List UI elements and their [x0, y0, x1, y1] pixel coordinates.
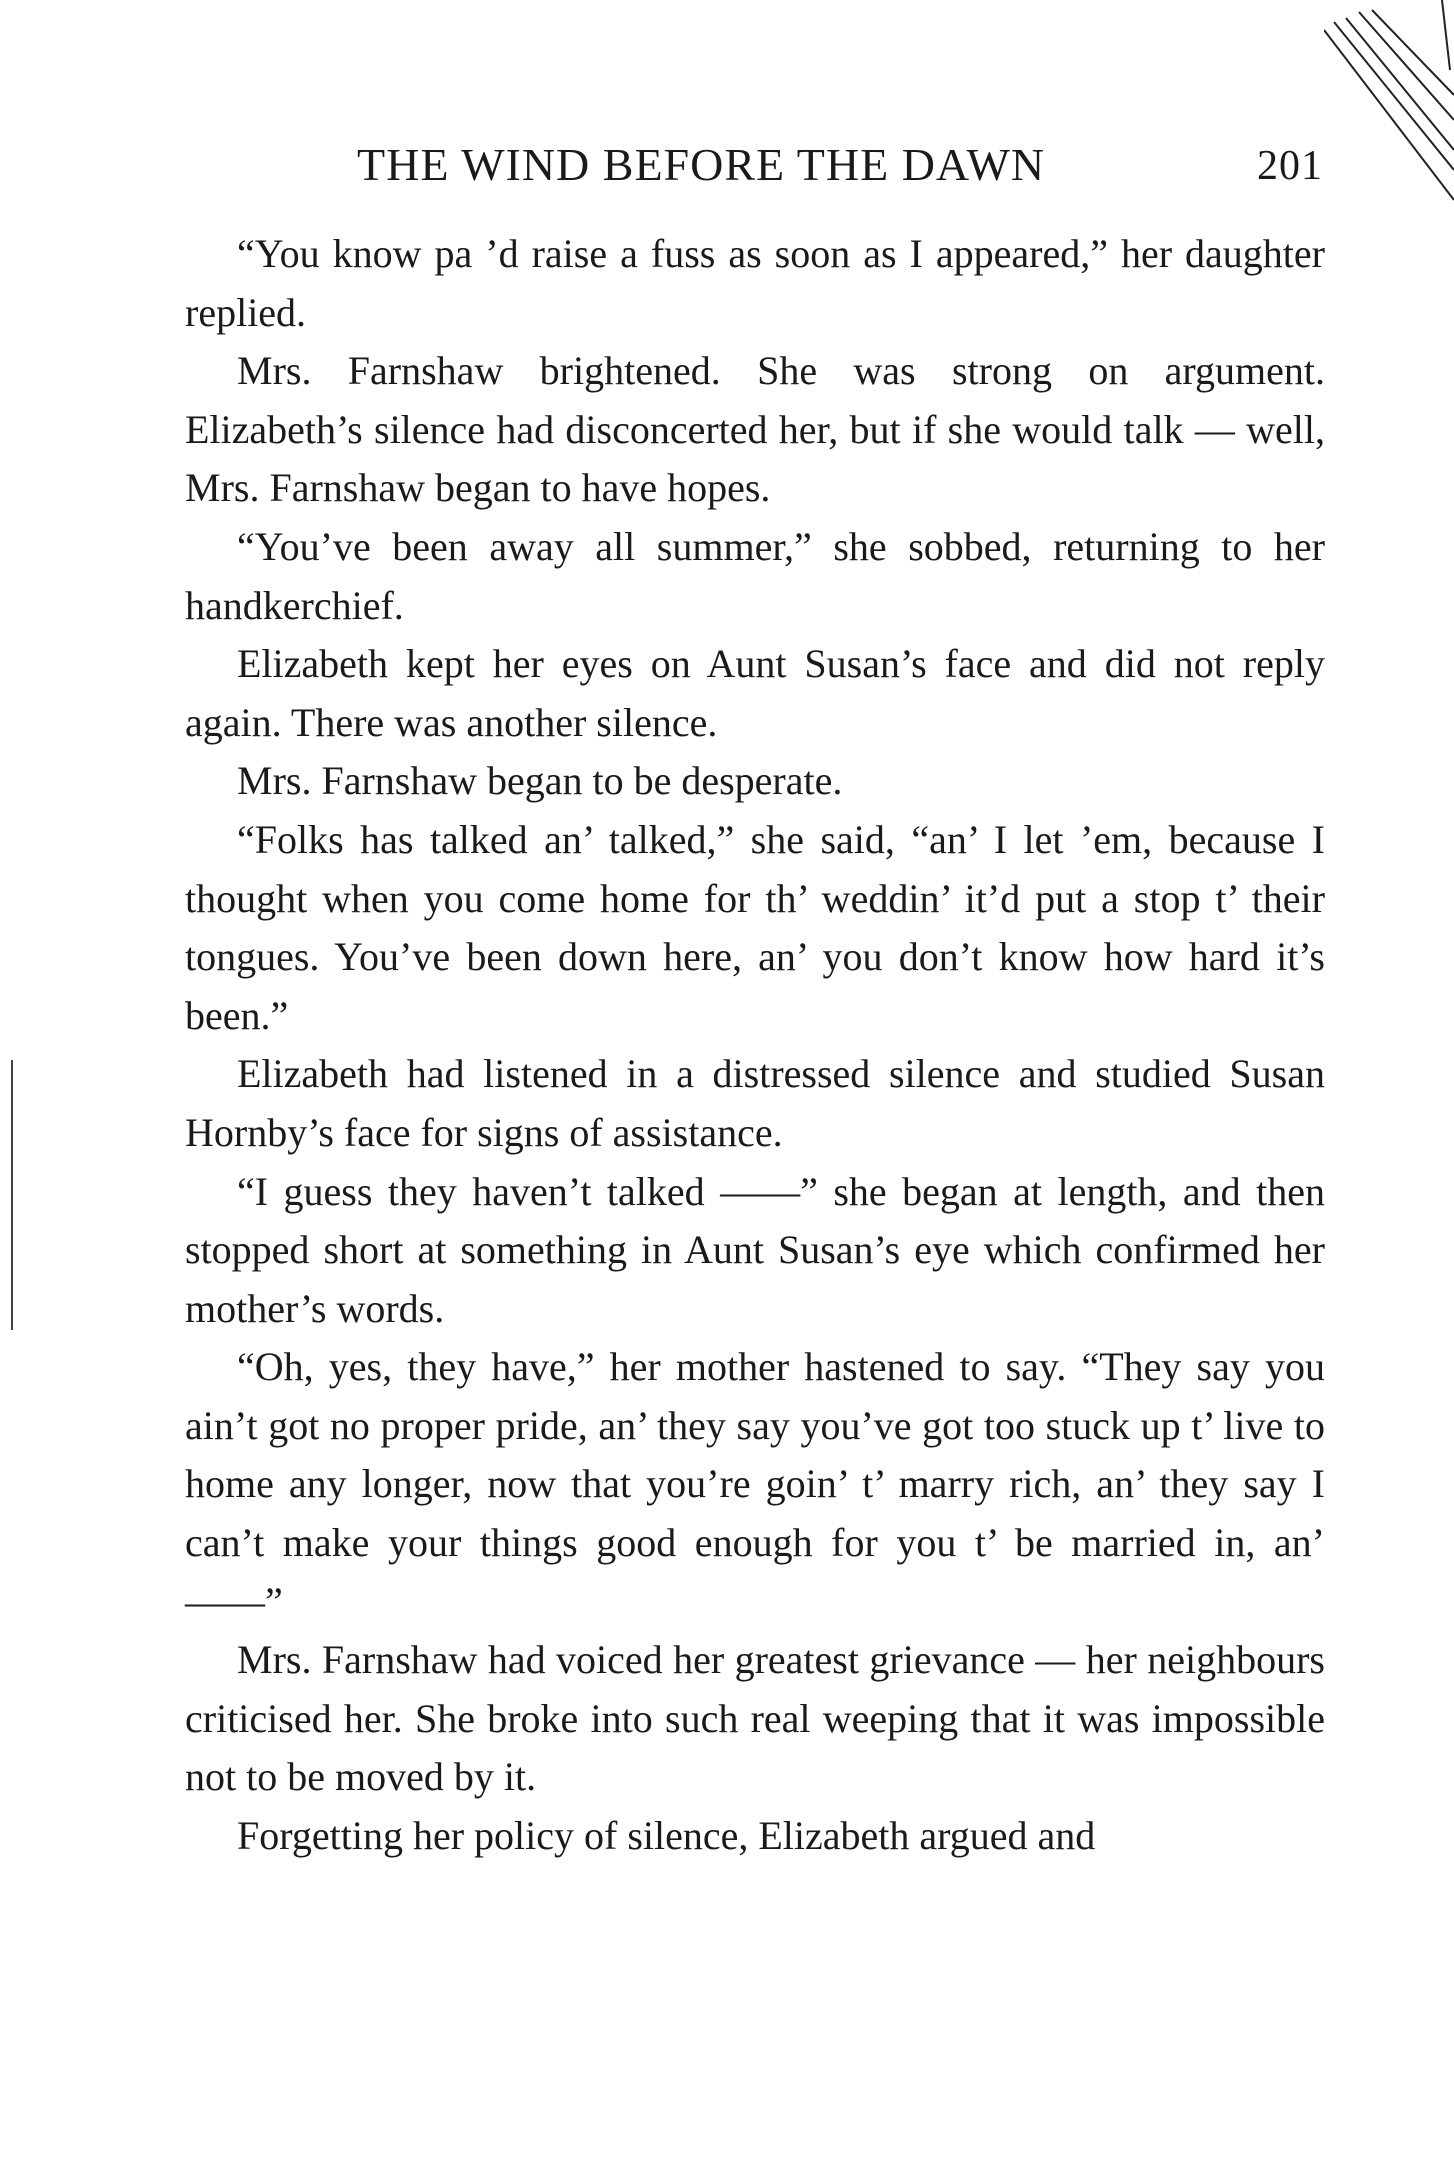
- paragraph: “Oh, yes, they have,” her mother hastened to say. “They say you ain’t got no proper pride, an’ they say you’ve got too stuck up t’ live to home any longer, now that you’re goin’ t’ marry rich, an’ they say I can’t make your things good enough for you t’ be married in, an’ ——”: [185, 1344, 1325, 1624]
- paragraph: Mrs. Farnshaw brightened. She was strong on argument. Elizabeth’s silence had disconcerted her, but if she would talk — well, Mrs. Farnshaw began to have hopes.: [185, 348, 1325, 511]
- paragraph: “Folks has talked an’ talked,” she said, “an’ I let ’em, because I thought when you come home for th’ weddin’ it’d put a stop t’ their tongues. You’ve been down here, an’ you don’t know how hard it’s been.”: [185, 816, 1325, 1038]
- body-text: [185, 225, 1325, 1866]
- running-title: THE WIND BEFORE THE DAWN: [357, 139, 1046, 190]
- paragraph: Mrs. Farnshaw had voiced her greatest grievance — her neighbours criticised her. She broke into such real weeping that it was impossible not to be moved by it.: [185, 1637, 1325, 1800]
- paragraph: “I guess they haven’t talked ——” she began at length, and then stopped short at something in Aunt Susan’s eye which confirmed her mother’s words.: [185, 1168, 1325, 1331]
- margin-scan-line: [11, 1060, 13, 1330]
- paragraph: Mrs. Farnshaw began to be desperate.: [237, 758, 843, 804]
- paragraph: “You’ve been away all summer,” she sobbed, returning to her handkerchief.: [185, 523, 1325, 628]
- paragraph: Elizabeth had listened in a distressed silence and studied Susan Hornby’s face for signs of assistance.: [185, 1051, 1325, 1155]
- paragraph: Elizabeth kept her eyes on Aunt Susan’s face and did not reply again. There was another silence.: [185, 641, 1325, 745]
- running-head: [185, 138, 1333, 198]
- paragraph: Forgetting her policy of silence, Elizabeth argued and: [237, 1813, 1096, 1859]
- paragraph: “You know pa ’d raise a fuss as soon as I appeared,” her daughter replied.: [185, 231, 1325, 335]
- page-edge-scan-artifact: [1324, 0, 1454, 220]
- page-number: 201: [1257, 143, 1323, 189]
